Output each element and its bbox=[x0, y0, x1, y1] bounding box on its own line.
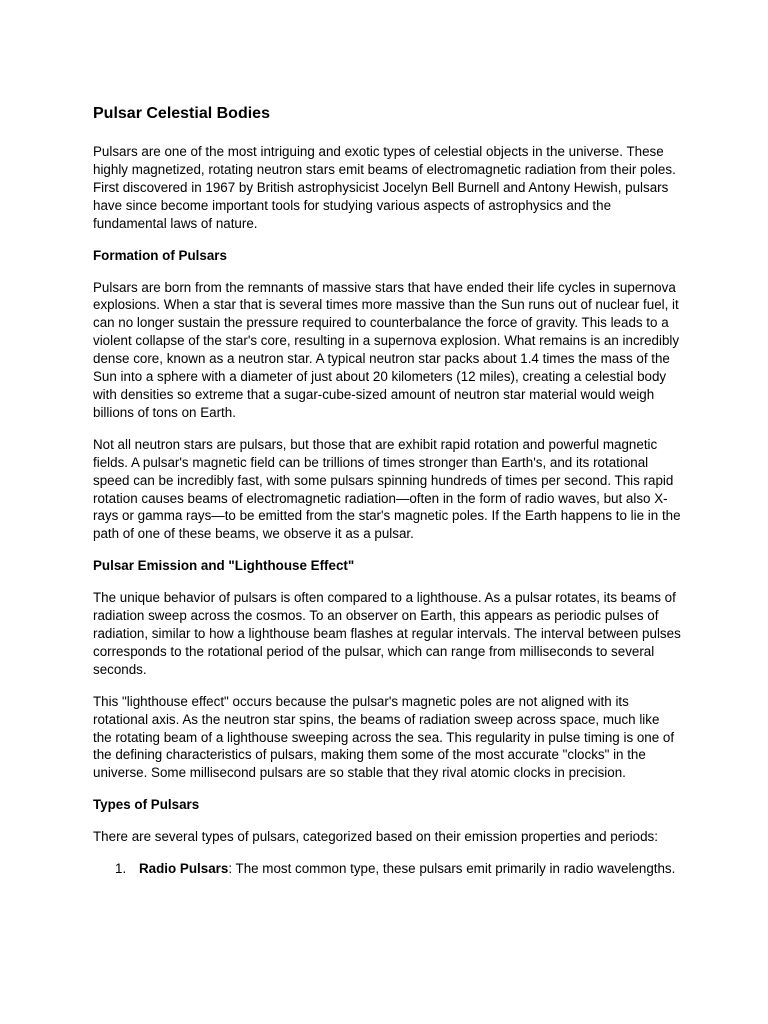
intro-paragraph: Pulsars are one of the most intriguing and exotic types of celestial objects in the universe. These highly magnetized, rotating neutron stars emit beams of electromagnetic radiation from their poles. First discovered in 1967 by British astrophysicist Jocelyn Bell Burnell and Antony Hewish, pulsars have since become important tools for studying various aspects of astrophysics and the fundamental laws of nature. bbox=[93, 144, 676, 231]
formation-paragraph-1: Pulsars are born from the remnants of massive stars that have ended their life cycles in supernova explosions. When a star that is several times more massive than the Sun runs out of nuclear fuel, it can no longer sustain the pressure required to counterbalance the force of gravity. This leads to a violent collapse of the star's core, resulting in a supernova explosion. What remains is an incredibly dense core, known as a neutron star. A typical neutron star packs about 1.4 times the mass of the Sun into a sphere with a diameter of just about 20 kilometers (12 miles), creating a celestial body with densities so extreme that a sugar-cube-sized amount of neutron star material would weigh billions of tons on Earth. bbox=[93, 279, 680, 420]
emission-paragraph-2: This "lighthouse effect" occurs because the pulsar's magnetic poles are not aligned with its rotational axis. As the neutron star spins, the beams of radiation sweep across space, much like the rotating beam of a lighthouse sweeping across the sea. This regularity in pulse timing is one of the defining characteristics of pulsars, making them some of the most accurate "clocks" in the universe. Some millisecond pulsars are so stable that they rival atomic clocks in precision. bbox=[93, 693, 675, 781]
list-item bbox=[93, 860, 681, 878]
section-heading-emission: Pulsar Emission and "Lighthouse Effect" bbox=[93, 558, 355, 574]
emission-paragraph-1: The unique behavior of pulsars is often compared to a lighthouse. As a pulsar rotates, its beams of radiation sweep across the cosmos. To an observer on Earth, this appears as periodic pulses of radiation, similar to how a lighthouse beam flashes at regular intervals. The interval between pulses corresponds to the rotational period of the pulsar, which can range from milliseconds to several seconds. bbox=[93, 590, 681, 677]
formation-paragraph-2: Not all neutron stars are pulsars, but those that are exhibit rapid rotation and powerful magnetic fields. A pulsar's magnetic field can be trillions of times stronger than Earth's, and its rotational speed can be incredibly fast, with some pulsars spinning hundreds of times per second. This rapid rotation causes beams of electromagnetic radiation—often in the form of radio waves, but also X-rays or gamma rays—to be emitted from the star's magnetic poles. If the Earth happens to lie in the path of one of these beams, we observe it as a pulsar. bbox=[93, 436, 681, 542]
pulsar-types-list bbox=[93, 860, 681, 878]
document-page bbox=[93, 103, 681, 878]
list-item-term: Radio Pulsars bbox=[139, 861, 229, 877]
types-paragraph-1: There are several types of pulsars, categorized based on their emission properties and periods: bbox=[93, 829, 658, 845]
list-item-text: : The most common type, these pulsars emit primarily in radio wavelengths. bbox=[228, 861, 676, 877]
section-heading-formation: Formation of Pulsars bbox=[93, 247, 227, 263]
list-item-number: 1. bbox=[115, 861, 127, 877]
section-heading-types: Types of Pulsars bbox=[93, 797, 200, 813]
document-title: Pulsar Celestial Bodies bbox=[93, 105, 270, 122]
